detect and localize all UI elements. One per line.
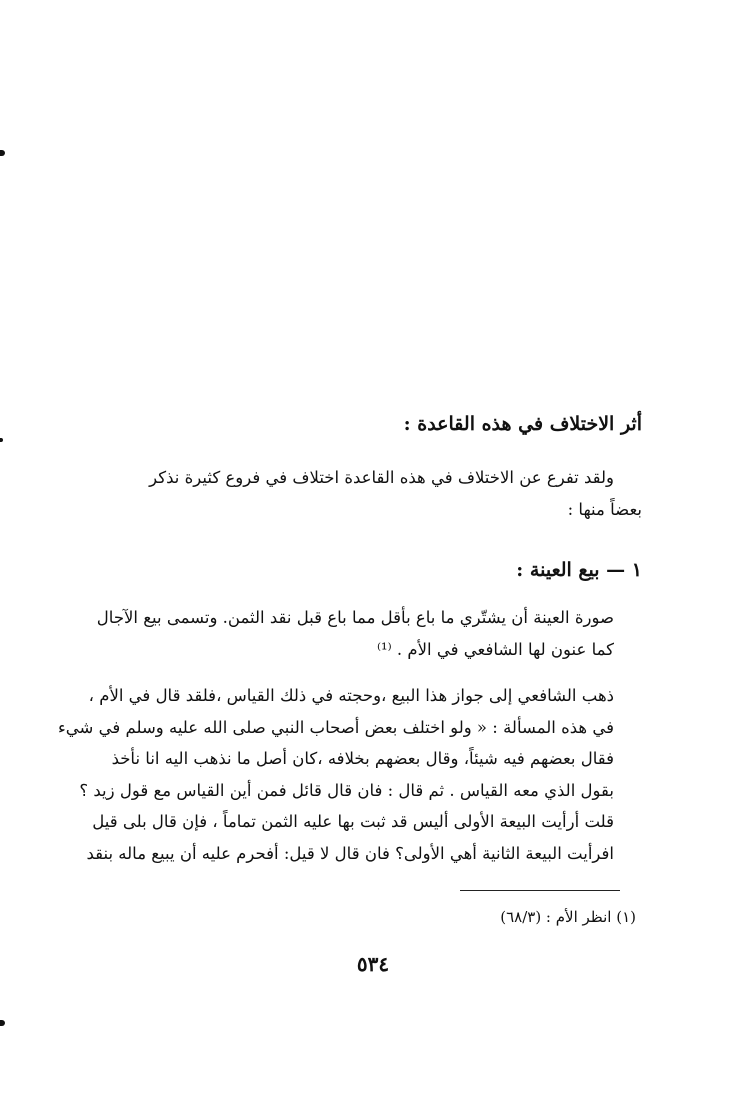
paragraph-line: صورة العينة أن يشتّري ما باع بأقل مما باع قبل نقد الثمن. وتسمى بيع الآجال (96, 608, 614, 627)
paragraph-line: فقال بعضهم فيه شيئاً، وقال بعضهم بخلافه ،كان أصل ما نذهب اليه انا نأخذ (111, 749, 614, 768)
paragraph-line: افرأيت البيعة الثانية أهي الأولى؟ فان قال لا قيل: أفحرم عليه أن يبيع ماله بنقد (86, 843, 614, 863)
paragraph-line: ولقد تفرع عن الاختلاف في هذه القاعدة اختلاف في فروع كثيرة نذكر (149, 468, 614, 487)
footnote-divider (460, 890, 620, 891)
paragraph-line: ذهب الشافعي إلى جواز هذا البيع ،وحجته في ذلك القياس ،فلقد قال في الأم ، (88, 686, 614, 705)
paragraph-line: في هذه المسألة : « ولو اختلف بعض أصحاب النبي صلى الله عليه وسلم في شيء (58, 717, 614, 737)
paragraph-line: قلت أرأيت البيعة الأولى أليس قد ثبت بها عليه الثمن تماماً ، فإن قال بلى قيل (92, 812, 614, 831)
shafii-opinion-paragraph (58, 680, 642, 869)
paragraph-line: بقول الذي معه القياس . ثم قال : فان قال قائل فمن أين القياس مع قول زيد ؟ (79, 780, 614, 800)
margin-mark (0, 438, 3, 442)
intro-paragraph (110, 462, 642, 526)
section-heading: أثر الاختلاف في هذه القاعدة : (403, 413, 642, 435)
definition-paragraph (96, 602, 642, 666)
margin-mark (0, 1020, 5, 1026)
subheading-bay-al-eina: ١ — بيع العينة : (516, 559, 642, 581)
footnote: (١) انظر الأم : (٦٨/٣) (500, 908, 636, 926)
margin-mark (0, 150, 5, 156)
paragraph-line: كما عنون لها الشافعي في الأم . ⁽¹⁾ (376, 640, 614, 659)
paragraph-line: بعضاً منها : (567, 500, 642, 519)
page-number: ٥٣٤ (356, 952, 390, 976)
